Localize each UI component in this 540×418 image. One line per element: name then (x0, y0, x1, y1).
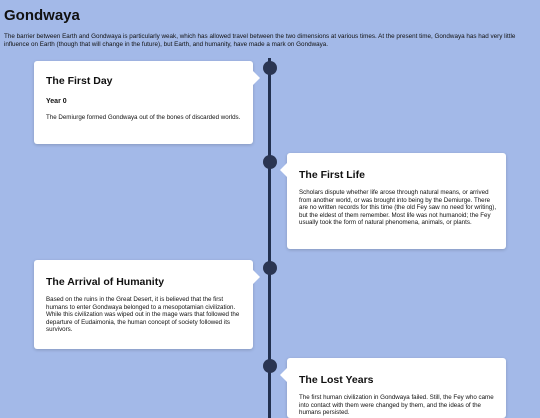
event-text: Scholars dispute whether life arose through natural means, or arrived from another world, or was brought into being by the Demiurge. There are no written records for this time (the old Fey saw no need for writing), but the eldest of them remember. Most life was not humanoid; the Fey usually took the form of natural phenomena, animals, or plants. (299, 189, 497, 227)
event-text: Based on the ruins in the Great Desert, it is believed that the first humans to enter Gondwaya belonged to a mesopotamian civilization. While this civilization was wiped out in the mage wars that followed the departure of Eudaimonia, the human concept of society followed its survivors. (46, 296, 240, 334)
page-title: Gondwaya (4, 7, 80, 24)
timeline-dot (263, 61, 277, 75)
intro-paragraph: The barrier between Earth and Gondwaya is particularly weak, which has allowed travel between the two dimensions at various times. At the present time, Gondwaya has had very little influence on Earth (though that will change in the future), but Earth, and humanity, have made a mark on Gondwaya. (4, 33, 516, 48)
event-title: The First Life (299, 169, 365, 181)
timeline-card-first-day (34, 61, 253, 144)
timeline-card-lost-years (287, 358, 506, 418)
timeline-card-first-life (287, 153, 506, 249)
timeline-dot (263, 155, 277, 169)
event-title: The Lost Years (299, 374, 374, 386)
event-text: The first human civilization in Gondwaya failed. Still, the Fey who came into contact with them were changed by them, and the ideas of the humans persisted. (299, 394, 494, 417)
timeline-card-arrival-of-humanity (34, 260, 253, 349)
event-title: The Arrival of Humanity (46, 276, 165, 288)
timeline-dot (263, 261, 277, 275)
timeline-dot (263, 359, 277, 373)
event-title: The First Day (46, 75, 113, 87)
event-subtitle: Year 0 (46, 98, 67, 105)
event-text: The Demiurge formed Gondwaya out of the bones of discarded worlds. (46, 114, 241, 121)
